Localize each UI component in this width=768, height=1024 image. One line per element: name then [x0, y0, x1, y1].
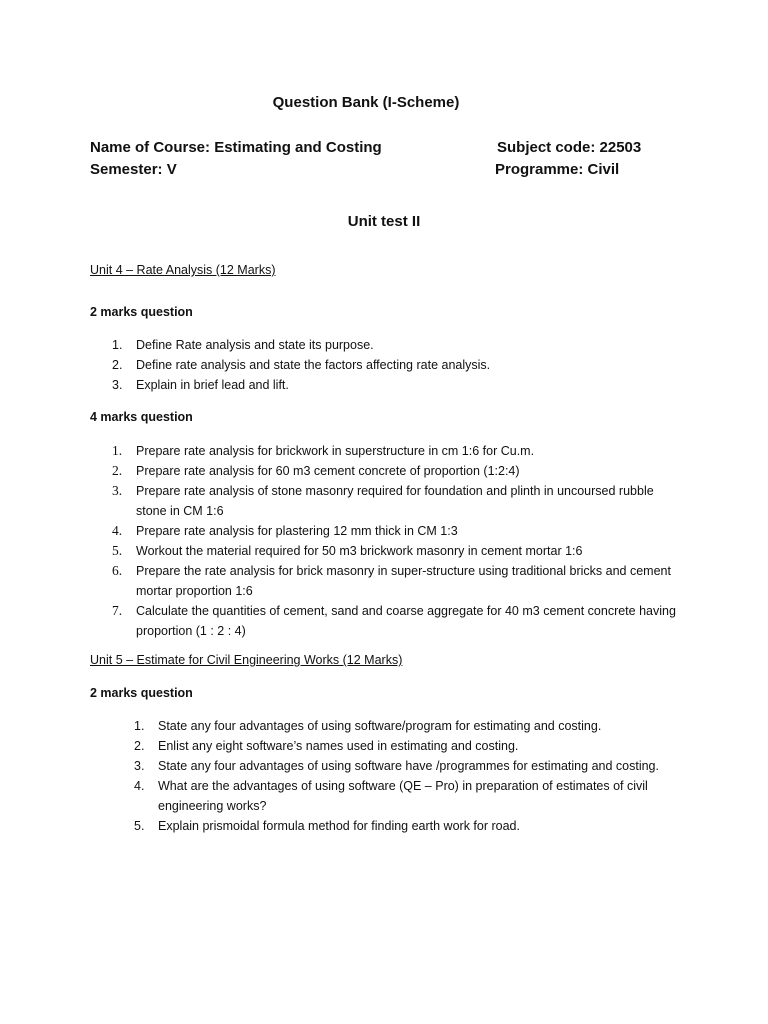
list-item: 3. Prepare rate analysis of stone masonry required for foundation and plinth in uncoursed rubble stone in CM 1:6	[112, 483, 654, 518]
list-item: 1. Define Rate analysis and state its purpose.	[112, 338, 374, 352]
list-item: 2. Prepare rate analysis for 60 m3 cement concrete of proportion (1:2:4)	[112, 463, 520, 478]
list-item: 3. State any four advantages of using software have /programmes for estimating and costing.	[134, 759, 659, 773]
document-title: Question Bank (I-Scheme)	[272, 94, 460, 111]
unit4-two-marks-list	[112, 335, 696, 395]
unit-test-heading: Unit test II	[347, 213, 421, 230]
subject-code: Subject code: 22503	[497, 139, 642, 156]
unit5-two-marks-label: 2 marks question	[90, 686, 193, 700]
list-item: 3. Explain in brief lead and lift.	[112, 378, 289, 392]
list-item: 5. Explain prismoidal formula method for finding earth work for road.	[134, 819, 520, 833]
list-item: 4. What are the advantages of using software (QE – Pro) in preparation of estimates of civil engineering works?	[134, 779, 648, 813]
course-name: Name of Course: Estimating and Costing	[90, 139, 382, 156]
list-item: 6. Prepare the rate analysis for brick masonry in super-structure using traditional bricks and cement mortar proportion 1:6	[112, 563, 671, 598]
programme: Programme: Civil	[495, 161, 620, 178]
list-item: 5. Workout the material required for 50 m3 brickwork masonry in cement mortar 1:6	[112, 543, 583, 558]
list-item: 2. Define rate analysis and state the factors affecting rate analysis.	[112, 358, 491, 372]
unit4-four-marks-list	[112, 441, 676, 641]
unit5-two-marks-list	[134, 716, 688, 836]
unit5-heading: Unit 5 – Estimate for Civil Engineering Works (12 Marks)	[90, 653, 403, 667]
list-item: 2. Enlist any eight software’s names used in estimating and costing.	[134, 739, 519, 753]
list-item: 7. Calculate the quantities of cement, sand and coarse aggregate for 40 m3 cement concrete having proportion (1 : 2 : 4)	[112, 603, 676, 638]
list-item: 4. Prepare rate analysis for plastering 12 mm thick in CM 1:3	[112, 523, 458, 538]
list-item: 1. Prepare rate analysis for brickwork in superstructure in cm 1:6 for Cu.m.	[112, 443, 535, 458]
semester: Semester: V	[90, 161, 177, 178]
unit4-heading: Unit 4 – Rate Analysis (12 Marks)	[90, 263, 276, 277]
list-item: 1. State any four advantages of using software/program for estimating and costing.	[134, 719, 602, 733]
unit4-two-marks-label: 2 marks question	[90, 305, 193, 319]
unit4-four-marks-label: 4 marks question	[90, 410, 193, 424]
